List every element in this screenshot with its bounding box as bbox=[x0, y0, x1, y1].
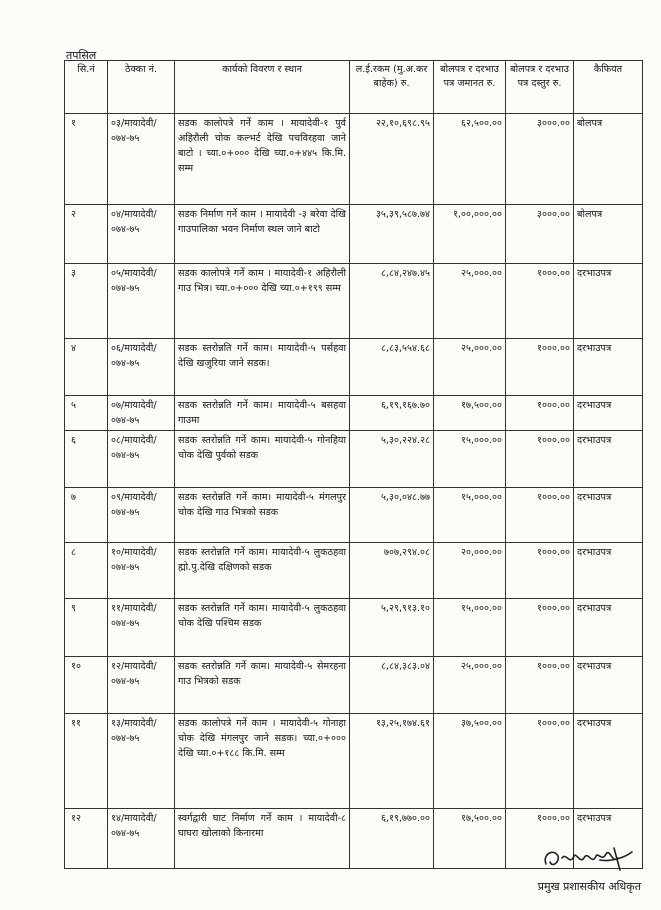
cell-estimate: ६,१९,७७०.०० bbox=[350, 809, 434, 869]
cell-estimate: ५,३०,०४८.७७ bbox=[350, 488, 434, 543]
col-header-remarks: कैफियत bbox=[574, 61, 643, 114]
cell-deposit: १,००,०००.०० bbox=[434, 205, 506, 264]
cell-remarks: दरभाउपत्र bbox=[574, 431, 643, 488]
cell-remarks: दरभाउपत्र bbox=[574, 396, 643, 431]
cell-remarks: दरभाउपत्र bbox=[574, 339, 643, 396]
cell-deposit: २५,०००.०० bbox=[434, 657, 506, 714]
cell-fee: ३०००.०० bbox=[506, 205, 574, 264]
cell-description: सडक स्तरोन्नति गर्ने काम। मायादेवी-५ गोनहिया चोक देखि पुर्वको सडक bbox=[175, 431, 350, 488]
cell-sn: ४ bbox=[65, 339, 108, 396]
cell-deposit: १७,५००.०० bbox=[434, 396, 506, 431]
table-row bbox=[65, 599, 643, 657]
cell-sn: १ bbox=[65, 114, 108, 205]
cell-contract: १४/मायादेवी/ ०७४-७५ bbox=[108, 809, 175, 869]
cell-sn: १२ bbox=[65, 809, 108, 869]
cell-contract: १२/मायादेवी/ ०७४-७५ bbox=[108, 657, 175, 714]
cell-remarks: दरभाउपत्र bbox=[574, 657, 643, 714]
cell-sn: ५ bbox=[65, 396, 108, 431]
cell-description: सडक स्तरोन्नति गर्ने काम। मायादेवी-५ बसहवा गाउमा bbox=[175, 396, 350, 431]
cell-contract: ०३/मायादेवी/ ०७४-७५ bbox=[108, 114, 175, 205]
cell-fee: १०००.०० bbox=[506, 431, 574, 488]
cell-description: सडक कालोपत्रे गर्ने काम । मायादेवी-१ अहिरौली गाउ भित्र। च्या.०+००० देखि च्या.०+१९९ सम्म bbox=[175, 264, 350, 339]
cell-sn: ८ bbox=[65, 543, 108, 599]
cell-remarks: बोलपत्र bbox=[574, 114, 643, 205]
cell-contract: १३/मायादेवी/ ०७४-७५ bbox=[108, 714, 175, 809]
table-row bbox=[65, 714, 643, 809]
cell-estimate: ६,१९,१६७.७० bbox=[350, 396, 434, 431]
cell-deposit: १५,०००.०० bbox=[434, 599, 506, 657]
cell-estimate: ८,८३,५५४.६८ bbox=[350, 339, 434, 396]
cell-estimate: ७०७,२९४.०८ bbox=[350, 543, 434, 599]
cell-contract: ०८/मायादेवी/ ०७४-७५ bbox=[108, 431, 175, 488]
cell-description: सडक निर्माण गर्ने काम । मायादेवी -३ बरेवा देखि गाउपालिका भवन निर्माण स्थल जाने बाटो bbox=[175, 205, 350, 264]
cell-deposit: १७,५००.०० bbox=[434, 809, 506, 869]
col-header-estimate: ल.ई.रकम (मु.अ.कर बाहेक) रु. bbox=[350, 61, 434, 114]
col-header-description: कार्यको विवरण र स्थान bbox=[175, 61, 350, 114]
table-row bbox=[65, 657, 643, 714]
cell-description: सडक स्तरोन्नति गर्ने काम। मायादेवी-५ लुकठहवा ह्मो.पु.देखि दक्षिणको सडक bbox=[175, 543, 350, 599]
cell-description: सडक स्तरोन्नति गर्ने काम। मायादेवी-५ मंगलपुर चोक देखि गाउ भित्रको सडक bbox=[175, 488, 350, 543]
cell-fee: १०००.०० bbox=[506, 543, 574, 599]
cell-description: स्वर्गद्वारी घाट निर्माण गर्ने काम । मायादेवी-८ घाघरा खोलाको किनारमा bbox=[175, 809, 350, 869]
contract-table bbox=[64, 60, 643, 869]
cell-fee: १०००.०० bbox=[506, 809, 574, 869]
cell-fee: १०००.०० bbox=[506, 339, 574, 396]
col-header-deposit: बोलपत्र र दरभाउ पत्र जमानत रु. bbox=[434, 61, 506, 114]
table-row bbox=[65, 431, 643, 488]
cell-estimate: १३,२५,१७४.६१ bbox=[350, 714, 434, 809]
cell-remarks: बोलपत्र bbox=[574, 205, 643, 264]
cell-fee: १०००.०० bbox=[506, 599, 574, 657]
cell-remarks: दरभाउपत्र bbox=[574, 264, 643, 339]
cell-estimate: ५,३०,२२४.२८ bbox=[350, 431, 434, 488]
cell-sn: २ bbox=[65, 205, 108, 264]
cell-sn: ११ bbox=[65, 714, 108, 809]
cell-sn: ६ bbox=[65, 431, 108, 488]
cell-contract: ०६/मायादेवी/ ०७४-७५ bbox=[108, 339, 175, 396]
officer-designation: प्रमुख प्रशासकीय अधिकृत bbox=[537, 880, 641, 893]
header-row bbox=[65, 61, 643, 114]
cell-fee: १०००.०० bbox=[506, 264, 574, 339]
cell-deposit: १५,०००.०० bbox=[434, 431, 506, 488]
cell-contract: ०४/मायादेवी/ ०७४-७५ bbox=[108, 205, 175, 264]
cell-sn: १० bbox=[65, 657, 108, 714]
cell-sn: ९ bbox=[65, 599, 108, 657]
cell-deposit: २५,०००.०० bbox=[434, 264, 506, 339]
cell-remarks: दरभाउपत्र bbox=[574, 543, 643, 599]
cell-description: सडक स्तरोन्नति गर्ने काम। मायादेवी-५ पर्सहवा देखि खजुरिया जाने सडक। bbox=[175, 339, 350, 396]
cell-contract: १०/मायादेवी/ ०७४-७५ bbox=[108, 543, 175, 599]
cell-remarks: दरभाउपत्र bbox=[574, 714, 643, 809]
col-header-fee: बोलपत्र र दरभाउ पत्र दस्तुर रु. bbox=[506, 61, 574, 114]
cell-estimate: ५,२९,९१३.१० bbox=[350, 599, 434, 657]
cell-deposit: ६२,५००.०० bbox=[434, 114, 506, 205]
table-row bbox=[65, 543, 643, 599]
cell-fee: १०००.०० bbox=[506, 488, 574, 543]
col-header-sn: सि.नं bbox=[65, 61, 108, 114]
table-row bbox=[65, 205, 643, 264]
cell-description: सडक कालोपत्रे गर्ने काम । मायादेवी-५ गोनाहा चोक देखि मंगलपुर जाने सडक। च्या.०+००० देखि च्या.०+१८८ कि.मि. सम्म bbox=[175, 714, 350, 809]
cell-deposit: ३७,५००.०० bbox=[434, 714, 506, 809]
table-row bbox=[65, 339, 643, 396]
table-row bbox=[65, 114, 643, 205]
cell-description: सडक स्तरोन्नति गर्ने काम। मायादेवी-५ सेमरहना गाउ भित्रको सडक bbox=[175, 657, 350, 714]
table-row bbox=[65, 264, 643, 339]
cell-estimate: २२,१०,६९८.९५ bbox=[350, 114, 434, 205]
table-row bbox=[65, 396, 643, 431]
cell-contract: ०५/मायादेवी/ ०७४-७५ bbox=[108, 264, 175, 339]
cell-description: सडक कालोपत्रे गर्ने काम । मायादेवी-१ पुर्व अहिरौली चोक कल्भर्ट देखि पचविरहवा जाने बाटो । च्या.०+००० देखि च्या.०+४४५ कि.मि. सम्म bbox=[175, 114, 350, 205]
cell-estimate: ८,८४,३८३.०४ bbox=[350, 657, 434, 714]
table-row bbox=[65, 488, 643, 543]
cell-remarks: दरभाउपत्र bbox=[574, 809, 643, 869]
cell-contract: ११/मायादेवी/ ०७४-७५ bbox=[108, 599, 175, 657]
table-heading: तपसिल bbox=[66, 49, 97, 62]
cell-sn: ३ bbox=[65, 264, 108, 339]
signature-scribble bbox=[540, 842, 636, 878]
cell-fee: १०००.०० bbox=[506, 714, 574, 809]
cell-remarks: दरभाउपत्र bbox=[574, 599, 643, 657]
cell-estimate: ३५,३९,५८७.७४ bbox=[350, 205, 434, 264]
cell-contract: ०७/मायादेवी/ ०७४-७५ bbox=[108, 396, 175, 431]
cell-description: सडक स्तरोन्नति गर्ने काम। मायादेवी-५ लुकठहवा चोक देखि पश्चिम सडक bbox=[175, 599, 350, 657]
col-header-contract: ठेक्का नं. bbox=[108, 61, 175, 114]
cell-estimate: ८,८४,२४७.४५ bbox=[350, 264, 434, 339]
cell-deposit: १५,०००.०० bbox=[434, 488, 506, 543]
cell-fee: १०००.०० bbox=[506, 396, 574, 431]
cell-contract: ०९/मायादेवी/ ०७४-७५ bbox=[108, 488, 175, 543]
cell-sn: ७ bbox=[65, 488, 108, 543]
cell-remarks: दरभाउपत्र bbox=[574, 488, 643, 543]
cell-fee: १०००.०० bbox=[506, 657, 574, 714]
cell-deposit: २५,०००.०० bbox=[434, 339, 506, 396]
cell-fee: ३०००.०० bbox=[506, 114, 574, 205]
cell-deposit: २०,०००.०० bbox=[434, 543, 506, 599]
